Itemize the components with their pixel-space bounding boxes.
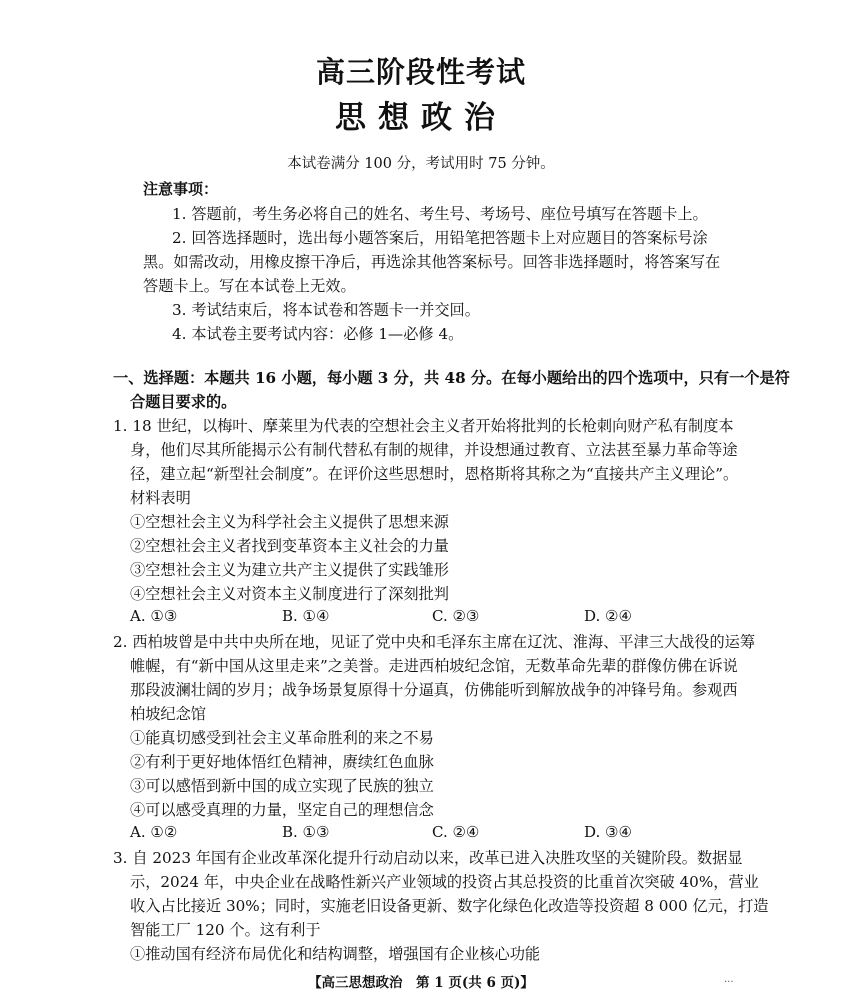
note-line: 4. 本试卷主要考试内容：必修 1—必修 4。 xyxy=(172,325,464,343)
note-line: 2. 回答选择题时，选出每小题答案后，用铅笔把答题卡上对应题目的答案标号涂 xyxy=(172,229,708,247)
q2-options xyxy=(130,823,750,843)
q2-option-b: B. ①③ xyxy=(282,823,330,841)
q2-option-d: D. ③④ xyxy=(584,823,632,841)
notes-heading: 注意事项： xyxy=(143,180,219,198)
q3-stem-line: 收入占比接近 30%；同时，实施老旧设备更新、数字化绿色化改造等投资超 8 000 亿元，打造 xyxy=(130,897,769,915)
page-footer: 【高三思想政治 第 1 页(共 6 页)】 xyxy=(308,975,534,991)
q2-stem-line: 帷幄，有“新中国从这里走来”之美誉。走进西柏坡纪念馆，无数革命先辈的群像仿佛在诉说 xyxy=(130,657,738,675)
q3-item: ①推动国有经济布局优化和结构调整，增强国有企业核心功能 xyxy=(130,945,541,963)
q1-item: ③空想社会主义为建立共产主义提供了实践雏形 xyxy=(130,561,449,579)
q1-item: ②空想社会主义者找到变革资本主义社会的力量 xyxy=(130,537,449,555)
q1-option-d: D. ②④ xyxy=(584,607,632,625)
q2-item: ③可以感悟到新中国的成立实现了民族的独立 xyxy=(130,777,434,795)
q3-stem-line: 3. 自 2023 年国有企业改革深化提升行动启动以来，改革已进入决胜攻坚的关键阶段。数据显 xyxy=(113,849,743,867)
q2-item: ②有利于更好地体悟红色精神，赓续红色血脉 xyxy=(130,753,434,771)
exam-title: 高三阶段性考试 xyxy=(315,55,526,89)
note-line: 黑。如需改动，用橡皮擦干净后，再选涂其他答案标号。回答非选择题时，将答案写在 xyxy=(143,253,721,271)
q1-option-a: A. ①③ xyxy=(130,607,178,625)
note-line: 1. 答题前，考生务必将自己的姓名、考生号、考场号、座位号填写在答题卡上。 xyxy=(172,205,708,223)
q2-item: ④可以感受真理的力量，坚定自己的理想信念 xyxy=(130,801,434,819)
q3-stem-line: 智能工厂 120 个。这有利于 xyxy=(130,921,321,939)
note-line: 3. 考试结束后，将本试卷和答题卡一并交回。 xyxy=(172,301,480,319)
corner-mark: ... xyxy=(724,974,734,985)
q1-item: ④空想社会主义对资本主义制度进行了深刻批判 xyxy=(130,585,449,603)
q1-stem-line: 材料表明 xyxy=(130,489,191,507)
q2-stem-line: 2. 西柏坡曾是中共中央所在地，见证了党中央和毛泽东主席在辽沈、淮海、平津三大战役的运筹 xyxy=(113,633,756,651)
q1-options xyxy=(130,607,750,627)
q2-option-c: C. ②④ xyxy=(432,823,480,841)
q1-stem-line: 径，建立起“新型社会制度”。在评价这些思想时，恩格斯将其称之为“直接共产主义理论”。 xyxy=(130,465,739,483)
note-line: 答题卡上。写在本试卷上无效。 xyxy=(143,277,356,295)
q1-stem-line: 身，他们尽其所能揭示公有制代替私有制的规律，并设想通过教育、立法甚至暴力革命等途 xyxy=(130,441,738,459)
q1-stem-line: 1. 18 世纪，以梅叶、摩莱里为代表的空想社会主义者开始将批判的长枪刺向财产私有制度本 xyxy=(113,417,734,435)
section-heading: 一、选择题：本题共 16 小题，每小题 3 分，共 48 分。在每小题给出的四个选项中，只有一个是符 xyxy=(113,369,790,387)
q1-item: ①空想社会主义为科学社会主义提供了思想来源 xyxy=(130,513,449,531)
q2-stem-line: 那段波澜壮阔的岁月；战争场景复原得十分逼真，仿佛能听到解放战争的冲锋号角。参观西 xyxy=(130,681,738,699)
q2-item: ①能真切感受到社会主义革命胜利的来之不易 xyxy=(130,729,434,747)
q1-option-b: B. ①④ xyxy=(282,607,330,625)
q3-stem-line: 示，2024 年，中央企业在战略性新兴产业领域的投资占其总投资的比重首次突破 40%，营业 xyxy=(130,873,759,891)
q2-option-a: A. ①② xyxy=(130,823,178,841)
section-heading-cont: 合题目要求的。 xyxy=(130,393,237,411)
q1-option-c: C. ②③ xyxy=(432,607,480,625)
exam-intro: 本试卷满分 100 分，考试用时 75 分钟。 xyxy=(287,156,555,172)
subject-title: 思想政治 xyxy=(335,100,507,136)
q2-stem-line: 柏坡纪念馆 xyxy=(130,705,206,723)
